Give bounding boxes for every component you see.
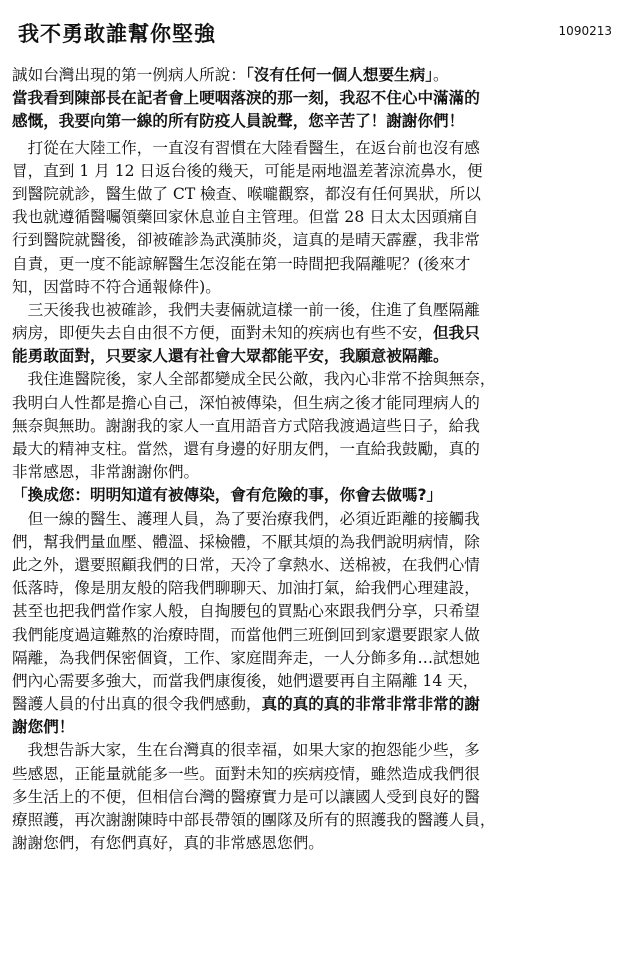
text-line	[12, 809, 622, 832]
text-line	[12, 415, 622, 438]
bold-text-segment: 當我看到陳部長在記者會上哽咽落淚的那一刻，我忍不住心中滿滿的	[12, 89, 480, 108]
text-segment: 但一線的醫生、護理人員，為了要治療我們，必須近距離的接觸我	[12, 509, 480, 528]
text-segment: 到醫院就診，醫生做了 CT 檢查、喉嚨觀察，都沒有任何異狀，所以	[12, 184, 481, 203]
bold-text-segment: 「沒有任何一個人想要生病」	[245, 66, 434, 84]
text-segment: 甚至也把我們當作家人般，自掏腰包的買點心來跟我們分享，只希望	[12, 602, 480, 621]
bold-text-segment: 「換成您：明明知道有被傳染，會有危險的事，你會去做嗎?」	[12, 486, 443, 505]
text-line	[12, 739, 622, 762]
text-line	[12, 438, 622, 461]
text-line	[12, 577, 622, 600]
text-line	[12, 160, 622, 183]
text-line	[12, 508, 622, 531]
text-line	[12, 600, 622, 623]
text-line	[12, 461, 622, 484]
text-line	[12, 832, 622, 855]
text-line	[12, 624, 622, 647]
text-line	[12, 716, 622, 739]
text-segment: 謝謝您們，有您們真好，真的非常感恩您們。	[12, 834, 324, 853]
text-line	[12, 670, 622, 693]
text-segment: 我想告訴大家，生在台灣真的很幸福，如果大家的抱怨能少些，多	[12, 741, 480, 760]
text-segment: 非常感恩，非常謝謝你們。	[12, 463, 200, 482]
text-segment: 最大的精神支柱。當然，還有身邊的好朋友們，一直給我鼓勵，真的	[12, 440, 480, 458]
text-line	[12, 64, 622, 87]
text-line	[12, 276, 622, 299]
text-segment: 們內心需要多強大，而當我們康復後，她們還要再自主隔離 14 天，	[12, 671, 479, 690]
text-segment: 無奈與無助。謝謝我的家人一直用語音方式陪我渡過這些日子，給我	[12, 416, 480, 435]
text-line	[12, 87, 622, 110]
bold-text-segment: 感慨，我要向第一線的所有防疫人員說聲，您辛苦了！謝謝你們！	[12, 112, 465, 131]
text-line	[12, 345, 622, 368]
text-segment: 誠如台灣出現的第一例病人所說：	[12, 66, 246, 84]
text-line	[12, 531, 622, 554]
text-segment: 冒，直到 1 月 12 日返台後的幾天，可能是兩地溫差著涼流鼻水，便	[12, 161, 483, 180]
text-segment: 醫護人員的付出真的很令我們感動，	[12, 695, 262, 714]
text-line	[12, 554, 622, 577]
text-segment: 自責，更一度不能諒解醫生怎沒能在第一時間把我隔離呢？(後來才	[12, 254, 471, 273]
text-segment: 行到醫院就醫後，卻被確診為武漢肺炎，這真的是晴天霹靂，我非常	[12, 231, 480, 250]
letter-body	[12, 64, 622, 855]
letter-header	[18, 18, 618, 52]
text-segment: 知，因當時不符合通報條件)。	[12, 277, 221, 296]
text-line	[12, 647, 622, 670]
text-segment: 療照護，再次謝謝陳時中部長帶領的團隊及所有的照護我的醫護人員，	[12, 811, 496, 829]
text-line	[12, 299, 622, 322]
text-segment: 們，幫我們量血壓、體溫、採檢體，不厭其煩的為我們說明病情，除	[12, 532, 480, 551]
text-segment: 病房，即便失去自由很不方便，面對未知的疾病也有些不安，	[12, 324, 434, 343]
text-line	[12, 322, 622, 345]
text-segment: 隔離，為我們保密個資，工作、家庭間奔走，一人分飾多角…試想她	[12, 648, 480, 667]
text-line	[12, 183, 622, 206]
text-segment: 我明白人性都是擔心自己，深怕被傳染，但生病之後才能同理病人的	[12, 393, 480, 412]
letter-title: 我不勇敢誰幫你堅強	[18, 22, 216, 46]
bold-text-segment: 能勇敢面對，只要家人還有社會大眾都能平安，我願意被隔離。	[12, 347, 449, 366]
text-line	[12, 392, 622, 415]
text-segment: 多生活上的不便，但相信台灣的醫療實力是可以讓國人受到良好的醫	[12, 787, 480, 806]
bold-text-segment: 真的真的真的非常非常非常的謝	[261, 695, 480, 714]
text-line	[12, 693, 622, 716]
bold-text-segment: 謝您們！	[12, 718, 75, 737]
text-segment: 此之外，還要照顧我們的日常，天冷了拿熱水、送棉被，在我們心情	[12, 555, 480, 574]
text-segment: 我們能度過這難熬的治療時間，而當他們三班倒回到家還要跟家人做	[12, 625, 480, 644]
text-line	[12, 484, 622, 507]
text-line	[12, 229, 622, 252]
text-line	[12, 763, 622, 786]
text-segment: 打從在大陸工作，一直沒有習慣在大陸看醫生，在返台前也沒有感	[12, 138, 480, 157]
bold-text-segment: 但我只	[433, 324, 480, 343]
text-line	[12, 253, 622, 276]
letter-date: 1090213	[558, 24, 612, 38]
text-segment: 三天後我也被確診，我們夫妻倆就這樣一前一後，住進了負壓隔離	[12, 300, 480, 319]
text-segment: 我住進醫院後，家人全部都變成全民公敵，我內心非常不捨與無奈，	[12, 370, 496, 389]
text-segment: 些感恩，正能量就能多一些。面對未知的疾病疫情，雖然造成我們很	[12, 764, 480, 783]
text-line	[12, 137, 622, 160]
text-segment: 我也就遵循醫囑領藥回家休息並自主管理。但當 28 日太太因頭痛自	[12, 208, 479, 227]
text-line	[12, 110, 622, 133]
text-line	[12, 368, 622, 391]
text-line	[12, 786, 622, 809]
text-segment: 低落時，像是朋友般的陪我們聊聊天、加油打氣，給我們心理建設，	[12, 579, 480, 598]
text-line	[12, 206, 622, 229]
text-segment: 。	[433, 66, 449, 84]
